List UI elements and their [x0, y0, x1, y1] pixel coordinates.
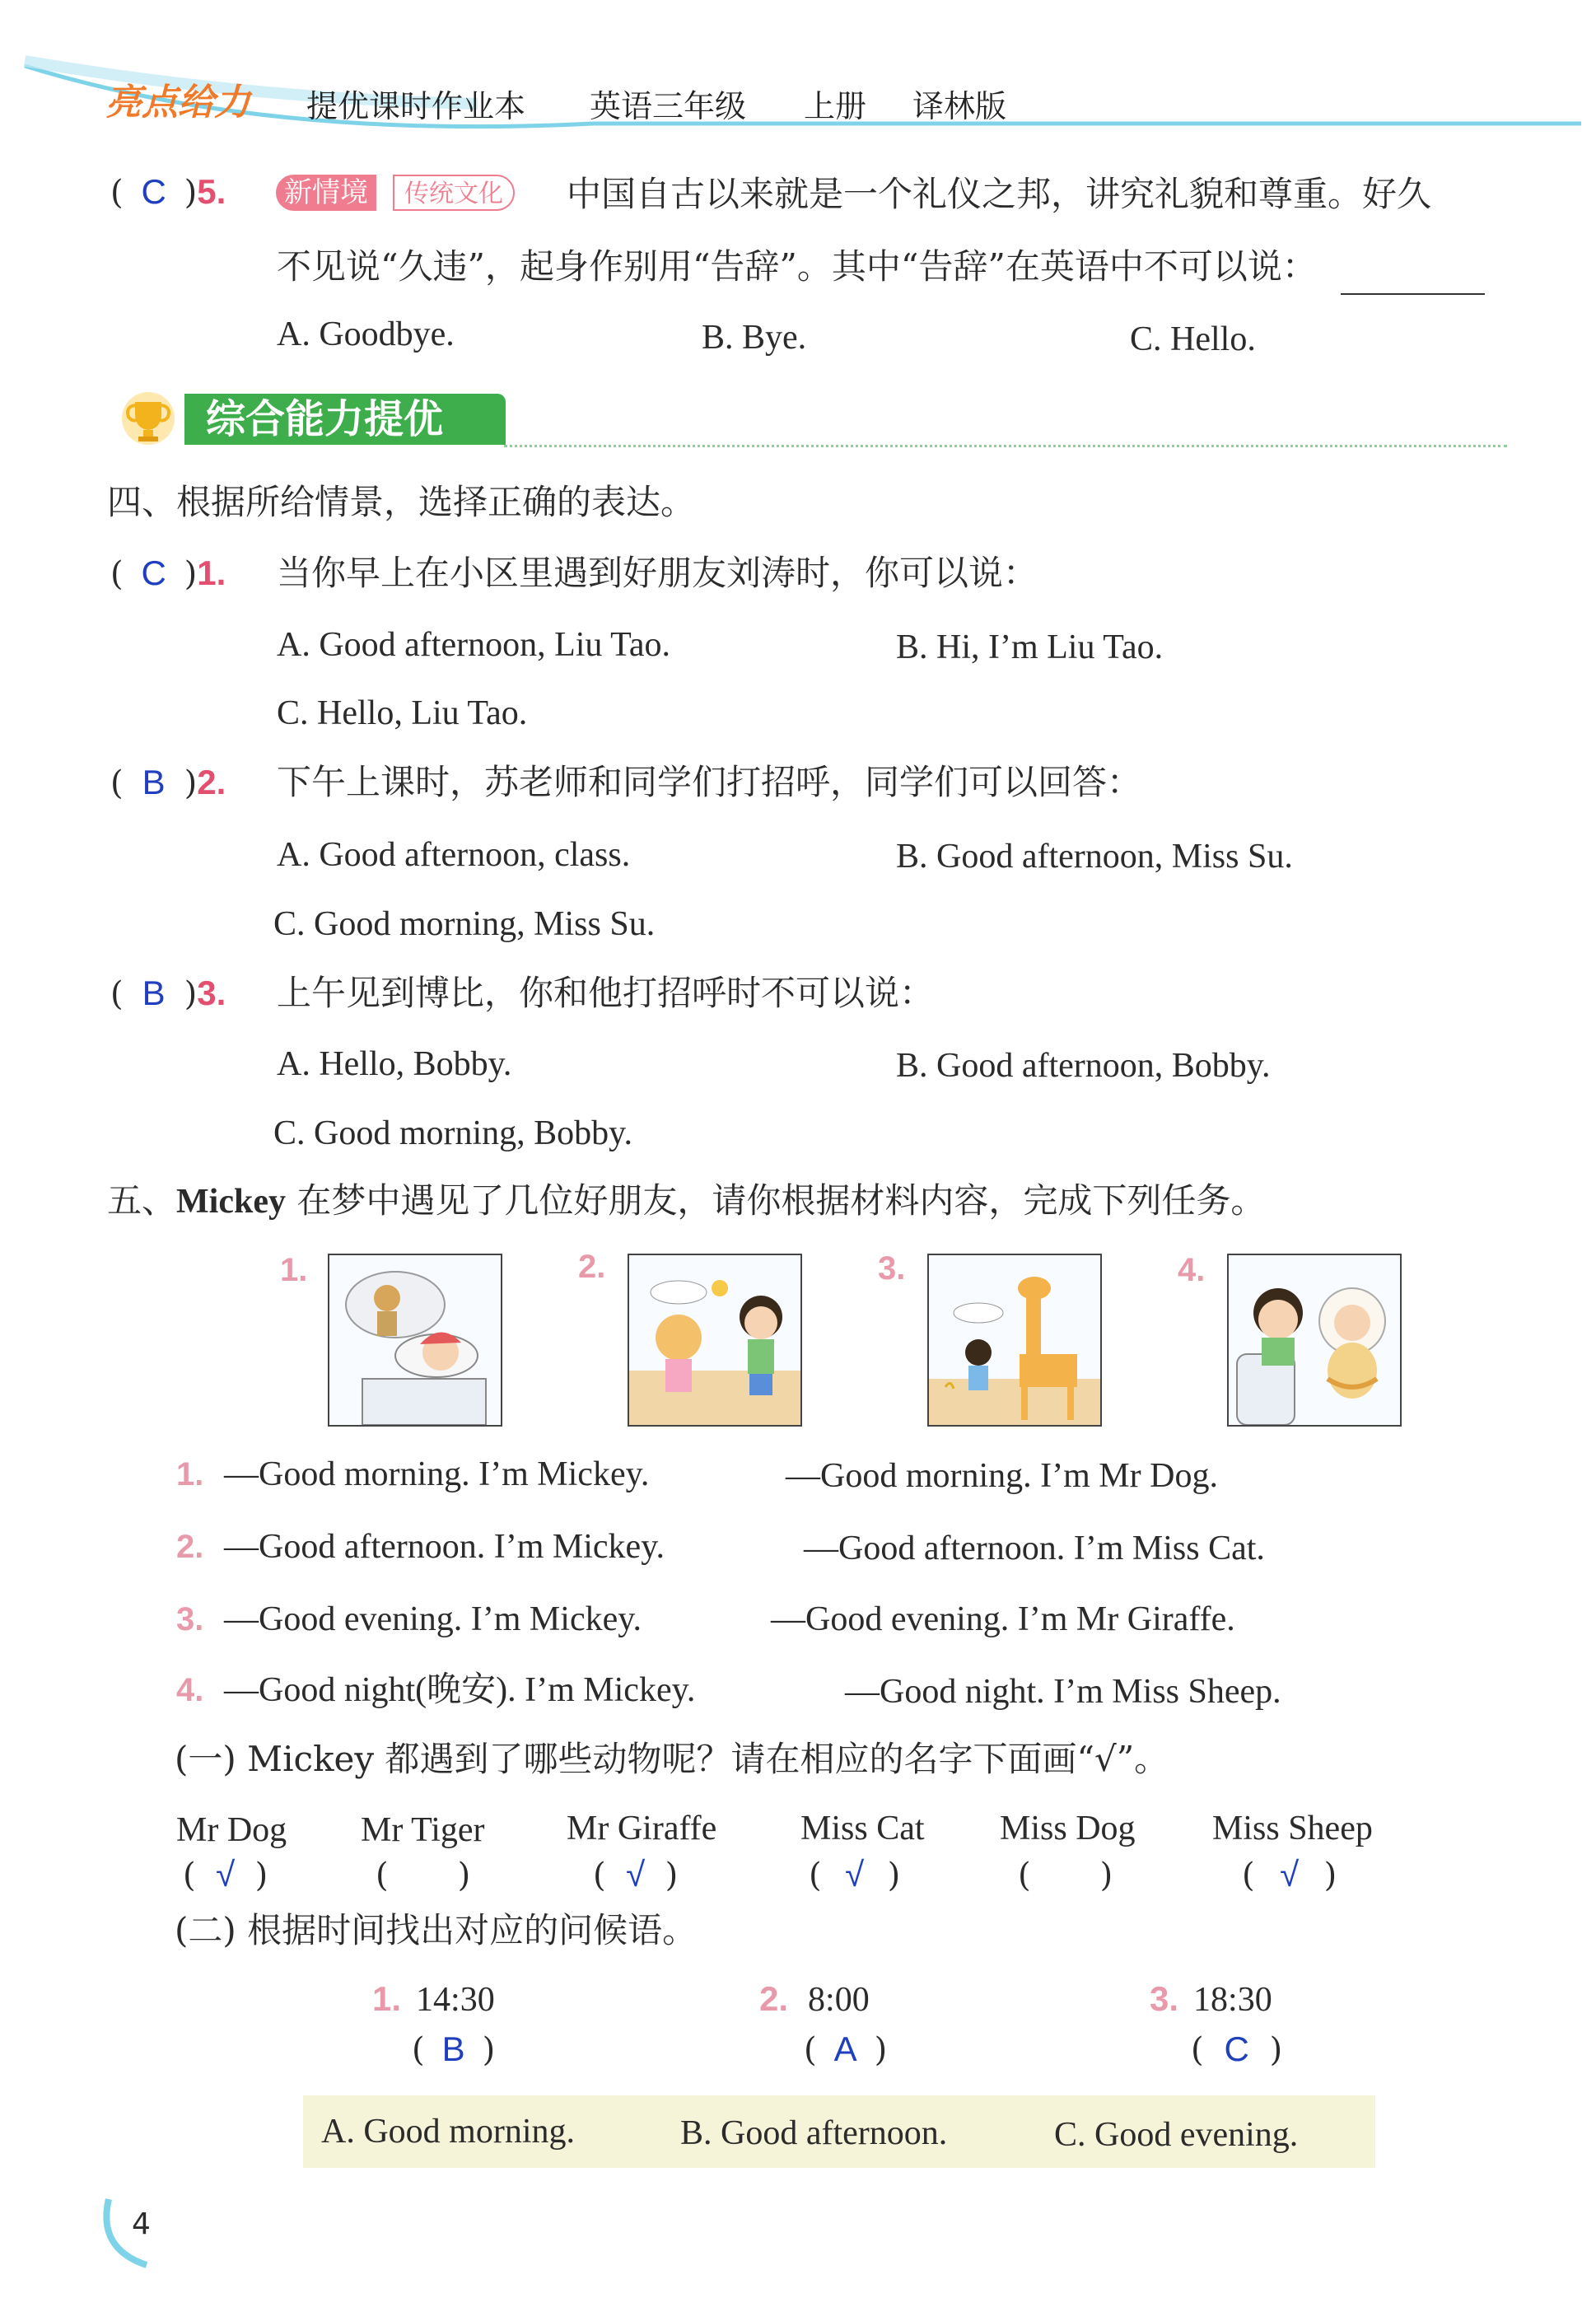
answer-value: B: [142, 763, 166, 801]
culture-tag: 传统文化: [393, 175, 515, 211]
answer-blank: [1341, 293, 1485, 295]
option-c: C. Hello, Liu Tao.: [277, 694, 528, 732]
subject-label: 英语三年级: [590, 88, 747, 124]
section-title: 综合能力提优: [184, 394, 506, 445]
animal-name: Miss Sheep: [1212, 1810, 1373, 1847]
check-box[interactable]: ( ): [376, 1857, 471, 1894]
animal-name: Mr Dog: [176, 1811, 287, 1849]
task1-instruction: (一) Mickey 都遇到了哪些动物呢？请在相应的名字下面画“√”。: [175, 1739, 1169, 1779]
answer-paren: ( C )5.: [110, 169, 226, 216]
question-number: 1.: [197, 553, 226, 592]
greeting-option-a: A. Good morning.: [321, 2113, 575, 2151]
dialogue-right: —Good evening. I’m Mr Giraffe.: [771, 1600, 1235, 1638]
part5-title-name: Mickey: [176, 1183, 286, 1221]
time-item: [1150, 1978, 1272, 2020]
option-c: C. Good morning, Miss Su.: [273, 905, 656, 943]
check-mark: √: [1280, 1855, 1300, 1894]
part4-title: 四、根据所给情景，选择正确的表达。: [107, 482, 696, 522]
option-a: A. Good afternoon, class.: [277, 836, 631, 874]
dialogue-number: 3.: [176, 1601, 204, 1637]
picture-mr-giraffe: [927, 1254, 1102, 1427]
animal-name: Mr Tiger: [361, 1811, 485, 1849]
check-box[interactable]: ( √ ): [1242, 1852, 1337, 1899]
cat-and-boy-illustration: [629, 1255, 800, 1425]
new-context-tag: 新情境: [276, 175, 376, 211]
picture-number: 1.: [280, 1252, 308, 1288]
time-answer-box[interactable]: ( B ): [412, 2026, 495, 2073]
trophy-icon: [115, 389, 189, 446]
question-text: 上午见到博比，你和他打招呼时不可以说：: [277, 973, 935, 1013]
picture-miss-cat: [628, 1254, 802, 1427]
check-mark: √: [216, 1855, 236, 1894]
time-answer-box[interactable]: ( A ): [804, 2026, 887, 2073]
picture-mickey-sleeping: [328, 1254, 502, 1427]
volume-label: 上册: [804, 88, 867, 124]
answer-value: C: [141, 172, 166, 211]
part5-title-prefix: 五、: [107, 1180, 177, 1221]
part5-title-rest: 在梦中遇见了几位好朋友，请你根据材料内容，完成下列任务。: [285, 1180, 1266, 1221]
task2-instruction: (二) 根据时间找出对应的问候语。: [175, 1910, 698, 1950]
question-text-line1: 中国自古以来就是一个礼仪之邦，讲究礼貌和尊重。好久: [567, 174, 1432, 214]
dialogue-left: —Good morning. I’m Mickey.: [224, 1455, 650, 1493]
dialogue-right: —Good afternoon. I’m Miss Cat.: [804, 1530, 1265, 1567]
time-number: 1.: [372, 1979, 402, 2018]
banner-divider: [504, 445, 1507, 447]
picture-number: 2.: [578, 1249, 606, 1285]
question-number: 3.: [197, 974, 226, 1012]
time-answer: A: [833, 2029, 857, 2068]
dialogue-left: —Good evening. I’m Mickey.: [224, 1600, 642, 1638]
greeting-option-c: C. Good evening.: [1054, 2116, 1299, 2154]
time-answer: B: [441, 2029, 465, 2068]
dialogue-number: 1.: [176, 1456, 204, 1492]
check-mark: √: [626, 1855, 646, 1894]
option-b: B. Good afternoon, Bobby.: [896, 1047, 1271, 1085]
time-answer: C: [1224, 2029, 1249, 2068]
check-box[interactable]: ( √ ): [593, 1852, 678, 1899]
question-number: 2.: [197, 763, 226, 801]
book-title: 提优课时作业本: [306, 88, 526, 124]
giraffe-and-boy-illustration: [929, 1255, 1100, 1425]
dialogue-number: 2.: [176, 1529, 204, 1565]
time-item: [372, 1978, 495, 2020]
dialogue-left: —Good afternoon. I’m Mickey.: [224, 1528, 665, 1566]
check-mark: √: [845, 1855, 865, 1894]
brand-logo: 亮点给力: [105, 82, 250, 124]
question-text: 当你早上在小区里遇到好朋友刘涛时，你可以说：: [277, 553, 1038, 593]
time-value: 14:30: [416, 1981, 495, 2019]
option-a: A. Goodbye.: [277, 315, 455, 353]
option-b: B. Bye.: [702, 319, 807, 357]
time-value: 8:00: [808, 1981, 870, 2019]
option-c: C. Good morning, Bobby.: [273, 1114, 632, 1152]
sleeping-boy-illustration: [329, 1255, 501, 1425]
question-number: 5.: [197, 172, 226, 211]
part5-title: [107, 1178, 1265, 1225]
dialogue-left: —Good night(晚安). I’m Mickey.: [224, 1671, 696, 1709]
answer-value: B: [142, 974, 166, 1012]
question-text: 下午上课时，苏老师和同学们打招呼，同学们可以回答：: [277, 762, 1142, 802]
animal-name: Mr Giraffe: [567, 1810, 717, 1847]
dialogue-number: 4.: [176, 1672, 204, 1708]
time-value: 18:30: [1193, 1981, 1272, 2019]
question-text-line2: 不见说“久违”，起身作别用“告辞”。其中“告辞”在英语中不可以说：: [277, 246, 1317, 287]
dialogue-right: —Good night. I’m Miss Sheep.: [845, 1673, 1281, 1711]
dialogue-right: —Good morning. I’m Mr Dog.: [786, 1457, 1218, 1495]
option-c: C. Hello.: [1130, 320, 1256, 358]
time-number: 3.: [1150, 1979, 1179, 2018]
animal-name: Miss Dog: [1000, 1810, 1136, 1847]
greeting-option-b: B. Good afternoon.: [680, 2114, 948, 2152]
option-a: A. Good afternoon, Liu Tao.: [277, 626, 671, 664]
time-number: 2.: [759, 1979, 789, 2018]
time-item: [759, 1978, 870, 2020]
answer-value: C: [141, 553, 166, 592]
option-b: B. Hi, I’m Liu Tao.: [896, 628, 1164, 666]
picture-miss-sheep: [1227, 1254, 1402, 1427]
sheep-and-boy-illustration: [1229, 1255, 1400, 1425]
time-answer-box[interactable]: ( C ): [1191, 2026, 1282, 2073]
greeting-options-box: [303, 2095, 1375, 2168]
option-a: A. Hello, Bobby.: [277, 1045, 512, 1083]
edition-label: 译林版: [912, 88, 1007, 124]
check-box[interactable]: ( √ ): [183, 1852, 268, 1899]
option-b: B. Good afternoon, Miss Su.: [896, 838, 1293, 876]
page-number: 4: [132, 2207, 151, 2241]
check-box[interactable]: ( ): [1018, 1857, 1113, 1894]
picture-number: 3.: [878, 1250, 906, 1287]
picture-number: 4.: [1178, 1252, 1206, 1288]
animal-name: Miss Cat: [800, 1810, 925, 1847]
check-box[interactable]: ( √ ): [809, 1852, 900, 1899]
